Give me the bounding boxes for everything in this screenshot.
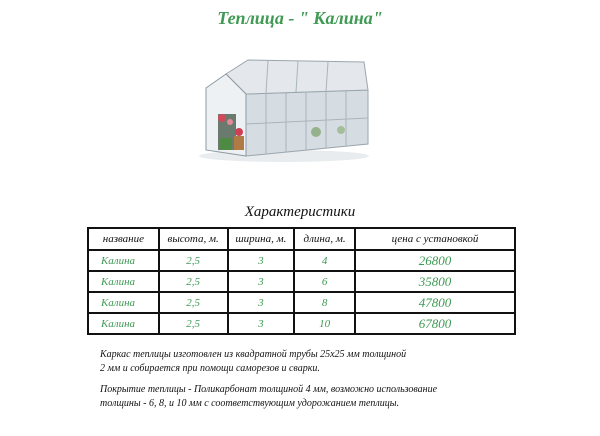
cell-length: 8 xyxy=(294,292,355,313)
cell-height: 2,5 xyxy=(159,250,228,271)
table-row xyxy=(88,271,515,292)
header-price: цена с установкой xyxy=(355,228,515,250)
cell-width: 3 xyxy=(228,271,295,292)
cell-length: 6 xyxy=(294,271,355,292)
cell-name: Калина xyxy=(88,250,159,271)
cell-length: 4 xyxy=(294,250,355,271)
frame-description-line2: 2 мм и собирается при помощи саморезов и сварки. xyxy=(100,363,320,374)
cell-price: 47800 xyxy=(355,292,515,313)
cell-height: 2,5 xyxy=(159,271,228,292)
frame-description xyxy=(100,348,406,376)
header-width: ширина, м. xyxy=(228,228,295,250)
cover-description-line1: Покрытие теплицы - Поликарбонат толщиной 4 мм, возможно использование xyxy=(100,384,438,395)
header-name: название xyxy=(88,228,159,250)
cell-width: 3 xyxy=(228,292,295,313)
cell-width: 3 xyxy=(228,313,295,334)
header-height: высота, м. xyxy=(159,228,228,250)
cell-price: 67800 xyxy=(355,313,515,334)
cover-description-line2: толщины - 6, 8, и 10 мм с соответствующим удорожанием теплицы. xyxy=(100,398,400,409)
table-header-row xyxy=(88,228,515,250)
table-row xyxy=(88,292,515,313)
cell-price: 35800 xyxy=(355,271,515,292)
cell-price: 26800 xyxy=(355,250,515,271)
cover-description xyxy=(100,383,437,411)
page-title: Теплица - " Калина" xyxy=(217,8,383,28)
table-row xyxy=(88,313,515,334)
cell-height: 2,5 xyxy=(159,313,228,334)
cell-name: Калина xyxy=(88,292,159,313)
header-length: длина, м. xyxy=(294,228,355,250)
cell-length: 10 xyxy=(294,313,355,334)
frame-description-line1: Каркас теплицы изготовлен из квадратной трубы 25х25 мм толщиной xyxy=(100,349,407,360)
cell-width: 3 xyxy=(228,250,295,271)
cell-name: Калина xyxy=(88,271,159,292)
section-title: Характеристики xyxy=(244,204,356,220)
specs-table xyxy=(87,227,516,335)
cell-name: Калина xyxy=(88,313,159,334)
greenhouse-image xyxy=(196,52,372,164)
cell-height: 2,5 xyxy=(159,292,228,313)
table-row xyxy=(88,250,515,271)
